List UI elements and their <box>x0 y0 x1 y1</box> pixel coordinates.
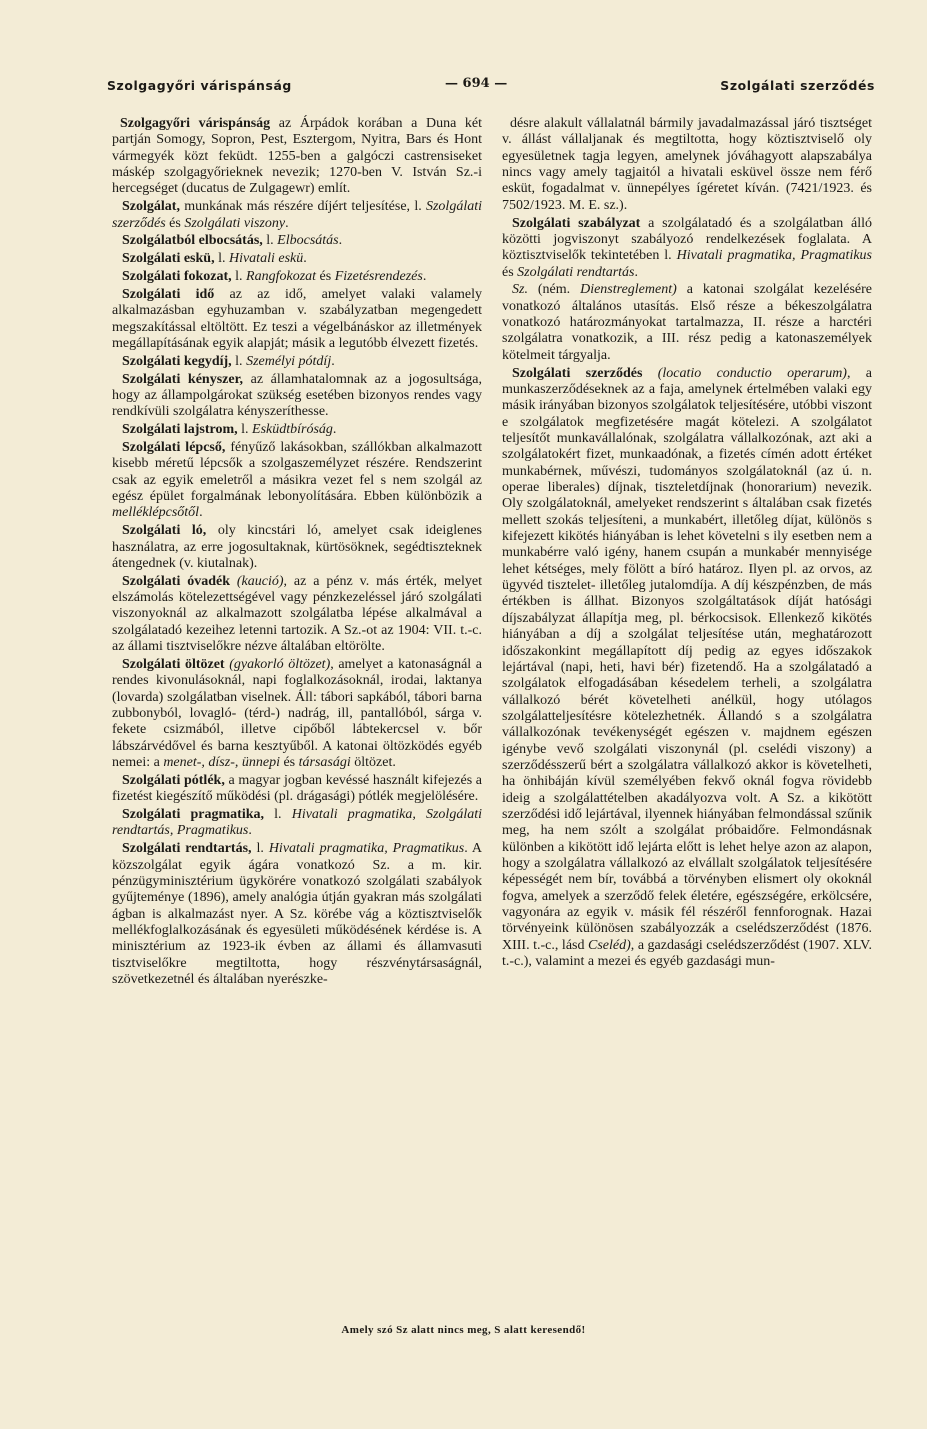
entry-text: és <box>279 755 299 771</box>
cross-reference: Hivatali pragmatika, Szolgálati rendtartás, Pragmatikus <box>112 807 482 839</box>
entry-text: , a munkaszerződéseknek az a faja, amelynek értelmében valaki egy másik irányában bizonyos szolgálatok teljesítésére, utóbbi viszont e szolgálatok megfizetésére magát kötelezi. A szolgálatot teljesítőt munkavállalónak, szolgálatra vállalkozónak, azt aki a szolgálatokért fizet, munkaadónak, a fizetés címén adott értéket munkabérnek, művészi, tudományos szolgálatoknál (az ú. n. operae liberales) díjnak, tiszteletdíjnak (honorarium) nevezik. Oly szolgálatoknál, amelyeket rendszerint s általában csak fizetés mellett szokás teljesíteni, a munkabért, illetőleg díjat, különös s kifejezett kikötés hiányában is lehet követelni s ily esetben nem a munkabérre való igény, hanem csupán a munkabér mennyisége lehet kétséges, mely fölött a bíró határoz. Ilyen pl. az orvos, az ügyvéd tisztelet- illetőleg jutalomdíja. A díj készpénzben, de más értékben is állhat. Bizonyos szolgáltatások díját hatósági díjszabályzat állapítja meg, pl. bérkocsisok. Ellenkező kikötés hiányában a díj a szolgálat teljesítése után, meghatározott időszakonkint megállapított díj pedig az egyes időszakok lejártával (napi, heti, havi bér) fizetendő. Ha a szolgálatadó a szolgálatok elfogadásában késedelem terheli, a szolgálatra vállalkozó bérét követelheti anélkül, hogy utólagos szolgálatteljesítésre kötelezhetnék. Állandó s a szolgálatra vállalkozónak tevékenységét egészen v. majdnem egészen igénybe vevő szolgálati viszonynál (pl. cselédi viszony) a szerződésszerű bért a szolgálatra vállalkozó akkor is követelheti, ha önhibáján kívül személyében fekvő oknál fogva rövidebb ideig a szolgálattételben akadályozva volt. A Sz. a kikötött szerződési idő lejártával, ilyennek hiányában felmondással szűnik meg, ha nem szólt a szolgálat próbaidőre. Felmondásnak különben a kikötött idő lejárta előtt is lehet helye azon az alapon, hogy a szolgálatra vállalkozó az elvállalt szolgálatok teljesítésére képességét nem bír, továbbá a törvényben elismert oly okoknál fogva, amelyek a szerződő felek életére, egészségére, erkölcsére, vagyonára az egyik v. másik fél részéről fennforognak. Hazai törvényeink különösen szabályozzák a cselédszerződést (1876. XIII. t.-c., lásd <box>502 365 873 953</box>
header-right-term: Szolgálati szerződés <box>720 78 875 93</box>
dictionary-entry <box>112 523 482 572</box>
cross-reference: (gyakorló öltözet) <box>229 657 331 672</box>
entry-text: , a gazdasági cselédszerződést (1907. XLV. t.-c.), valamint a mezei és egyéb gazdasági mun- <box>502 937 872 970</box>
entry-text: . <box>422 269 427 285</box>
entry-text: a magyar jogban kevéssé használt kifejezés a fizetést kiegészítő működési (pl. drágasági) pótlék megjelölésére. <box>112 772 483 805</box>
cross-reference: Esküdtbíróság <box>252 422 333 438</box>
dictionary-entry <box>112 287 482 352</box>
entry-text: . <box>199 505 203 521</box>
entry-headword: Szolgálat, <box>122 199 180 215</box>
dictionary-entry <box>112 440 482 522</box>
cross-reference: Hivatali eskü <box>228 251 304 267</box>
entry-text: l. <box>231 269 247 285</box>
dictionary-entry <box>112 354 482 370</box>
entry-text: fényűző lakásokban, szállókban alkalmazott kisebb méretű lépcsők a szolgaszemélyzet részére. Rendszerint csak az egyik emeletről a másikra vezet fel s nem szolgál az egész épület forgalmának lebonyolítására. Ebben különbözik a <box>112 440 482 505</box>
dictionary-entry <box>112 657 482 771</box>
entry-text: és <box>165 215 185 231</box>
dictionary-entry <box>112 372 482 421</box>
cross-reference: melléklépcsőtől <box>112 505 200 521</box>
cross-reference: Dienstreglement) <box>580 282 677 298</box>
dictionary-entry <box>112 807 482 840</box>
entry-text: oly kincstári ló, amelyet csak ideiglenes használatra, az erre jogosultaknak, kürtösöknek, segédtiszteknek átengednek (v. kiutalnak). <box>112 523 482 571</box>
cross-reference: Elbocsátás <box>277 233 339 249</box>
entry-text: az Árpádok korában a Duna két partján Somogy, Sopron, Pest, Esztergom, Nyitra, Bars és Hont vármegyék közt feküdt. 1255-ben a galgóczi castrensiseket máskép szolgagyőrieknek nevezik; 1270-ben V. István Sz.-i hercegséget (ducatus de Zulgagewr) említ. <box>112 116 482 197</box>
entry-headword: Szolgálati eskü, <box>122 251 215 267</box>
page-number: — 694 — <box>445 76 508 91</box>
cross-reference: Cseléd) <box>588 937 631 953</box>
entry-headword: Szolgálati rendtartás, <box>122 841 252 857</box>
dictionary-entry <box>112 841 482 988</box>
entry-headword: Szolgálati lépcső, <box>122 440 226 456</box>
cross-reference: Fizetésrendezés <box>334 269 423 285</box>
dictionary-entry <box>112 233 482 249</box>
dictionary-entry <box>112 116 482 198</box>
dictionary-entry <box>112 199 482 232</box>
cross-reference: Szolgálati szerződés <box>112 199 482 231</box>
entry-headword: Szolgálati kegydíj, <box>122 353 232 369</box>
entry-text: a szolgálatadó és a szolgálatban álló közötti jogviszonyt szabályozó rendelkezések foglalata. A köztisztviselők tekintetében l. <box>502 215 873 264</box>
entry-text: (ném. <box>527 282 581 298</box>
cross-reference: Személyi pótdíj <box>246 353 332 369</box>
dictionary-entry <box>502 282 872 364</box>
entry-headword: Szolgálati pragmatika, <box>122 807 264 823</box>
entry-text: . <box>285 215 289 231</box>
cross-reference: társasági <box>298 755 351 771</box>
entry-headword: Szolgálati fokozat, <box>122 269 232 285</box>
entry-text: l. <box>214 251 229 267</box>
dictionary-entry <box>112 574 482 656</box>
entry-text: . <box>338 233 343 249</box>
entry-headword: Szolgálati szerződés <box>512 365 643 381</box>
entry-headword: Szolgálati lajstrom, <box>122 422 238 438</box>
entry-text: , az a pénz v. más érték, melyet elszámolás kötelezettségével vagy pénzkezeléssel járó szolgálati viszonyoknál az alkalmazott szolgálatba lépése alkalmával a szolgálatadó kezeihez letenni tartozik. A Sz.-ot az 1904: VII. t.-c. az állami tisztviselőkre nézve általában eltörölte. <box>112 573 482 655</box>
cross-reference: menet-, dísz-, ünnepi <box>163 755 280 771</box>
entry-text <box>230 574 237 589</box>
entry-text: és <box>316 269 335 285</box>
cross-reference: Hivatali pragmatika, Pragmatikus <box>676 248 872 264</box>
entry-text: l. <box>237 422 253 438</box>
dictionary-entry <box>502 216 872 281</box>
entry-headword: Szolgálati öltözet <box>122 657 225 672</box>
cross-reference: Hivatali pragmatika, Pragmatikus <box>268 841 465 857</box>
dictionary-entry <box>112 422 482 438</box>
dictionary-entry <box>502 116 872 214</box>
cross-reference: Sz. <box>512 282 528 298</box>
entry-headword: Szolgálatból elbocsátás, <box>122 233 263 249</box>
entry-text <box>642 366 657 381</box>
dictionary-entry <box>502 366 872 971</box>
entry-headword: Szolgálati ló, <box>122 523 207 539</box>
cross-reference: (kaució) <box>236 573 284 589</box>
header-left-term: Szolgagyőri várispánság <box>107 78 292 93</box>
cross-reference: Szolgálati rendtartás <box>517 264 635 280</box>
entry-text: l. <box>264 807 292 823</box>
dictionary-entry <box>112 251 482 267</box>
entry-headword: Szolgálati pótlék, <box>122 772 225 788</box>
entry-text: . <box>331 353 335 369</box>
entry-text: munkának más részére díjért teljesítése, l. <box>179 199 426 215</box>
entry-text: l. <box>262 233 278 249</box>
entry-text: . <box>303 251 307 267</box>
entry-text: l. <box>231 353 247 369</box>
right-column <box>502 116 872 972</box>
entry-text: . A közszolgálat egyik ágára vonatkozó Sz. a m. kir. pénzügyminisztérium ügykörére vonatkozó szolgálati szabályok gyűjteménye (1896), amely analógia útján gyakran más szolgálati ágban is alkalmazást nyer. A Sz. körébe vág a köztisztviselők mellékfoglalkozásának és egyesületi működésének kérdése is. A minisztérium az 1923-ik évben az állami és államvasuti tisztviselőkre megtiltotta, hogy részvénytársaságnál, szövetkezetnél és általában nyerészke- <box>112 841 482 988</box>
page-footer-note: Amely szó Sz alatt nincs meg, S alatt keresendő! <box>341 1324 586 1336</box>
entry-headword: Szolgálati idő <box>122 286 215 302</box>
entry-headword: Szolgálati óvadék <box>122 573 230 589</box>
entry-text: . <box>248 823 252 839</box>
entry-text: és <box>502 264 518 280</box>
entry-text: l. <box>251 841 269 857</box>
entry-text: öltözet. <box>350 755 396 771</box>
cross-reference: Rangfokozat <box>246 269 317 285</box>
entry-text: az államhatalomnak az a jogosultsága, hogy az állampolgárokat szükség esetében bizonyos rendes vagy rendkívüli szolgálatra kényszeríthesse. <box>112 371 482 420</box>
entry-text: désre alakult vállalatnál bármily javadalmazással járó tisztséget v. állást vállaljanak és megtiltotta, hogy köztisztviselő oly egyesületnek tagja legyen, amelynek jóváhagyott alapszabálya nincs vagy amely tagjaitól a hivatali esküvel össze nem férő esküt, fogadalmat v. ünnepélyes ígéretet kíván. (7421/1923. és 7502/1923. M. E. sz.). <box>502 116 872 213</box>
entry-text: az az idő, amelyet valaki valamely alkalmazásban egyhuzamban v. szabályzatban megengedett megszakítással eltöltött. Ez teszi a végelbánáskor az illetmények megállapításának egyik alapját; másik a legutóbb élvezett fizetés. <box>112 286 482 351</box>
left-column <box>112 116 482 990</box>
entry-headword: Szolgálati szabályzat <box>512 215 641 231</box>
entry-text: . <box>634 264 638 280</box>
entry-text: , amelyet a katonaságnál a rendes kivonulásoknál, napi foglalkozásoknál, irodai, laktanya (lovarda) szolgálatban viselnek. Áll: tábori sapkából, tábori barna zubbonyból, lovagló- (térd-) nadrág, ill, pantallóból, sárga v. fekete csizmából, illetve cipőből lábtekercsel v. bőr lábszárvédővel és barna kesztyűből. A katonai öltözködés egyéb nemei: a <box>112 657 482 771</box>
entry-headword: Szolgagyőri várispánság <box>120 116 271 131</box>
dictionary-entry <box>112 269 482 285</box>
running-header <box>107 78 875 96</box>
dictionary-entry <box>112 773 482 806</box>
entry-headword: Szolgálati kényszer, <box>122 371 244 387</box>
entry-text: . <box>332 422 337 438</box>
cross-reference: (locatio conductio operarum) <box>657 365 847 381</box>
cross-reference: Szolgálati viszony <box>184 215 286 231</box>
entry-text: a katonai szolgálat kezelésére vonatkozó általános utasítás. Első része a békeszolgálatra vonatkozó határozmányokat tartalmazza, II. része a harctéri szolgálatra vonatkozik, a III. rész pedig a katonaszemélyek kötelmeit tárgyalja. <box>502 282 872 363</box>
